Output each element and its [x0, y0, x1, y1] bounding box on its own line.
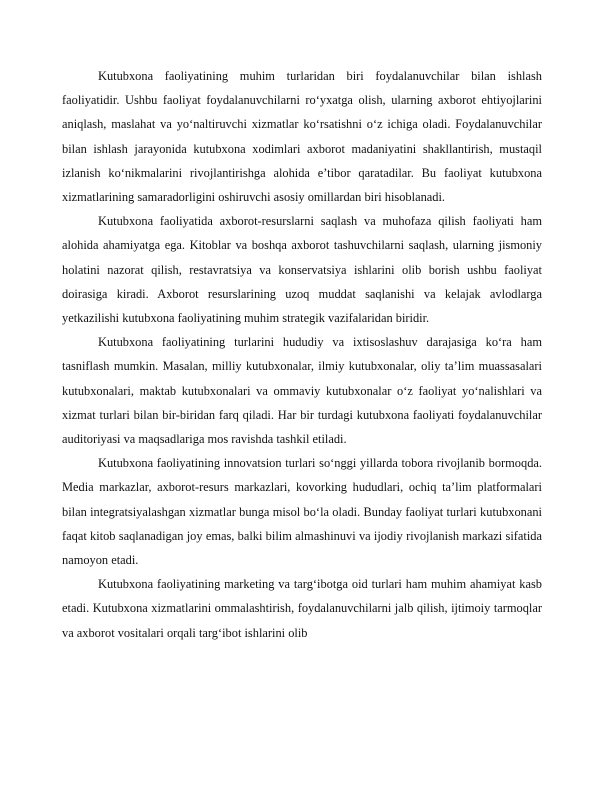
- paragraph-library-classification: Kutubxona faoliyatining turlarini hududiy va ixtisoslashuv darajasiga ko‘ra ham tasniflash mumkin. Masalan, milliy kutubxonalar, ilmiy kutubxonalar, oliy ta’lim muassasalari kutubxonalari, maktab kutubxonalari va ommaviy kutubxonalar o‘z faoliyat yo‘nalishlari va xizmat turlari bilan bir-biridan farq qiladi. Har bir turdagi kutubxona faoliyati foydalanuvchilar auditoriyasi va maqsadlariga mos ravishda tashkil etiladi.: [62, 335, 542, 447]
- paragraph-innovative-services: Kutubxona faoliyatining innovatsion turlari so‘nggi yillarda tobora rivojlanib bormoqda. Media markazlar, axborot-resurs markazlari, kovorking hududlari, ochiq ta’lim platformalari bilan integratsiyalashgan xizmatlar bunga misol bo‘la oladi. Bunday faoliyat turlari kutubxonani faqat kitob saqlanadigan joy emas, balki bilim almashinuvi va ijodiy rivojlanish markazi sifatida namoyon etadi.: [62, 456, 542, 568]
- document-page: [62, 64, 542, 645]
- paragraph-marketing-promotion: Kutubxona faoliyatining marketing va targ‘ibotga oid turlari ham muhim ahamiyat kasb etadi. Kutubxona xizmatlarini ommalashtirish, foydalanuvchilarni jalb qilish, ijtimoiy tarmoqlar va axborot vositalari orqali targ‘ibot ishlarini olib: [62, 577, 542, 640]
- paragraph-resource-preservation: Kutubxona faoliyatida axborot-resurslarni saqlash va muhofaza qilish faoliyati ham alohida ahamiyatga ega. Kitoblar va boshqa axborot tashuvchilarni saqlash, ularning jismoniy holatini nazorat qilish, restavratsiya va konservatsiya ishlarini olib borish ushbu faoliyat doirasiga kiradi. Axborot resurslarining uzoq muddat saqlanishi va kelajak avlodlarga yetkazilishi kutubxona faoliyatining muhim strategik vazifalaridan biridir.: [62, 214, 542, 326]
- paragraph-user-services: Kutubxona faoliyatining muhim turlaridan biri foydalanuvchilar bilan ishlash faoliyatidir. Ushbu faoliyat foydalanuvchilarni ro‘yxatga olish, ularning axborot ehtiyojlarini aniqlash, maslahat va yo‘naltiruvchi xizmatlar ko‘rsatishni o‘z ichiga oladi. Foydalanuvchilar bilan ishlash jarayonida kutubxona xodimlari axborot madaniyatini shakllantirish, mustaqil izlanish ko‘nikmalarini rivojlantirishga alohida e’tibor qaratadilar. Bu faoliyat kutubxona xizmatlarining samaradorligini oshiruvchi asosiy omillardan biri hisoblanadi.: [62, 69, 542, 205]
